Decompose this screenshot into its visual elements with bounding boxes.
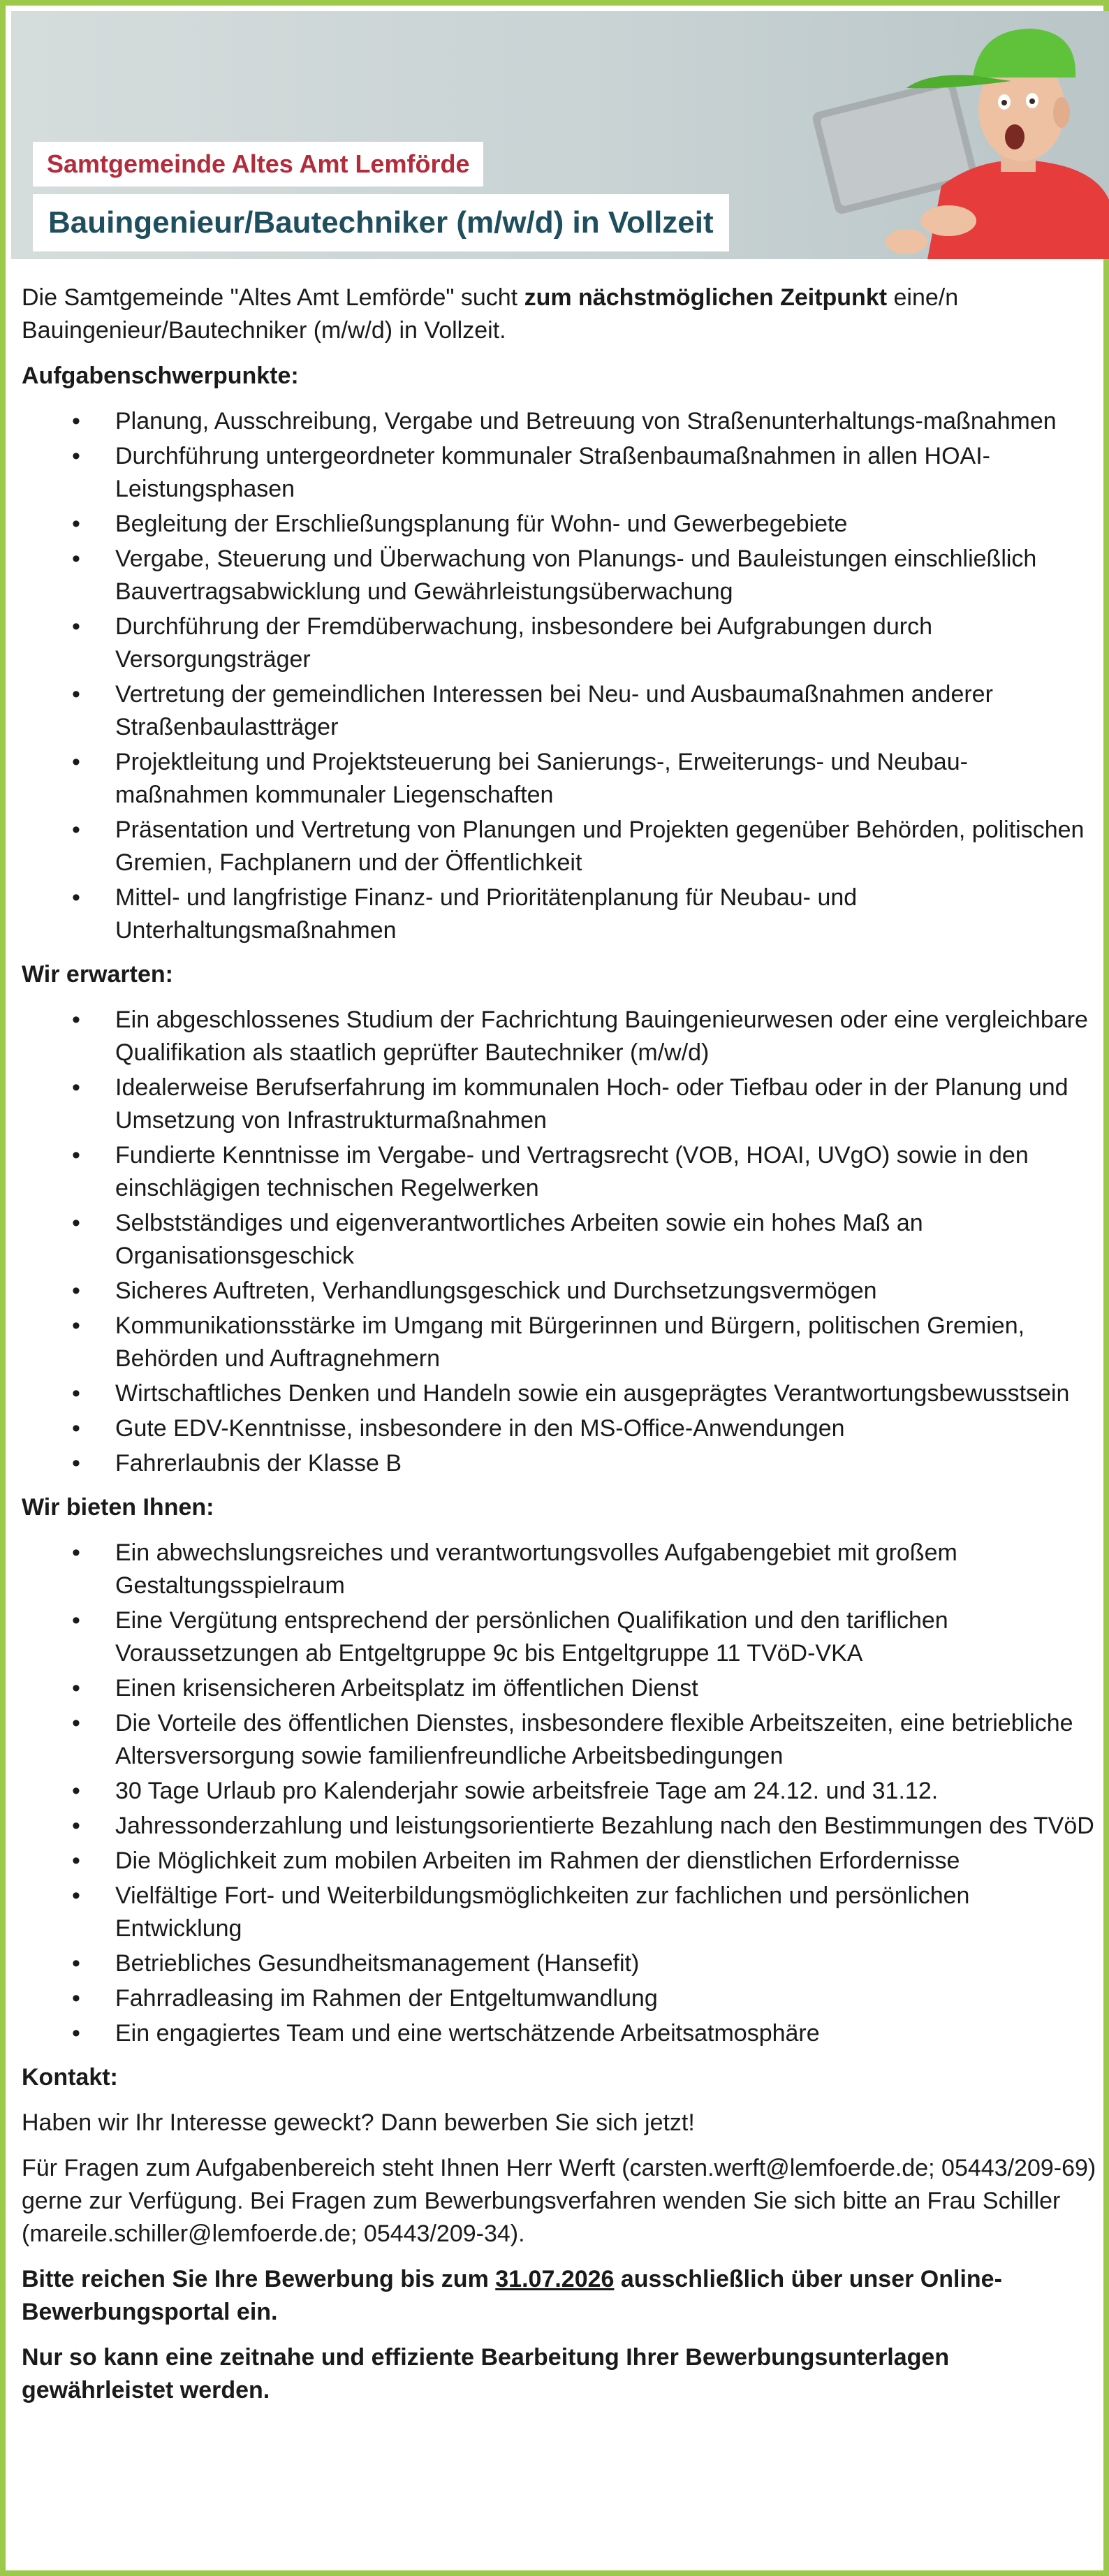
bullet-icon: • (72, 1710, 80, 1736)
bullet-icon: • (72, 511, 80, 537)
task-item (22, 610, 1097, 676)
list-item-text: Fundierte Kenntnisse im Vergabe- und Vertragsrecht (VOB, HOAI, UVgO) sowie in den einschlägigen technischen Regelwerken (115, 1142, 1029, 1201)
deadline-suffix: ausschließlich über unser Online-Bewerbungsportal ein. (22, 2266, 1002, 2325)
list-item-text: Selbstständiges und eigenverantwortliches Arbeiten sowie ein hohes Maß an Organisationsgeschick (115, 1210, 923, 1269)
bullet-icon: • (72, 1539, 80, 1566)
bullet-icon: • (72, 884, 80, 911)
benefit-item (22, 1707, 1097, 1773)
list-item-text: Ein engagiertes Team und eine wertschätzende Arbeitsatmosphäre (115, 2020, 820, 2047)
list-item-text: Vertretung der gemeindlichen Interessen bei Neu- und Ausbaumaßnahmen anderer Straßenbaulastträger (115, 681, 993, 740)
bullet-icon: • (72, 1675, 80, 1702)
task-item (22, 440, 1097, 506)
bullet-icon: • (72, 2020, 80, 2047)
list-item-text: Die Möglichkeit zum mobilen Arbeiten im Rahmen der dienstlichen Erfordernisse (115, 1847, 960, 1874)
list-item-text: Präsentation und Vertretung von Planungen und Projekten gegenüber Behörden, politischen Gremien, Fachplanern und der Öffentlichkeit (115, 817, 1085, 876)
list-item-text: Mittel- und langfristige Finanz- und Prioritätenplanung für Neubau- und Unterhaltungsmaßnahmen (115, 884, 858, 944)
intro-text: Die Samtgemeinde "Altes Amt Lemförde" sucht (22, 284, 524, 311)
bullet-icon: • (72, 1142, 80, 1169)
bullet-icon: • (72, 1882, 80, 1909)
requirement-item (22, 1310, 1097, 1375)
bullet-icon: • (72, 1778, 80, 1804)
benefit-item (22, 1775, 1097, 1808)
requirement-item (22, 1377, 1097, 1410)
list-item-text: Ein abgeschlossenes Studium der Fachrichtung Bauingenieurwesen oder eine vergleichbare Qualifikation als staatlich geprüfter Bautechniker (m/w/d) (115, 1007, 1088, 1066)
list-item-text: Fahrradleasing im Rahmen der Entgeltumwandlung (115, 1985, 658, 2012)
bullet-icon: • (72, 1950, 80, 1977)
requirement-item (22, 1004, 1097, 1069)
benefit-item (22, 1537, 1097, 1602)
surprised-man-with-laptop-photo (718, 11, 1109, 259)
list-item-text: Vielfältige Fort- und Weiterbildungsmöglichkeiten zur fachlichen und persönlichen Entwicklung (115, 1882, 970, 1942)
list-item-text: Vergabe, Steuerung und Überwachung von Planungs- und Bauleistungen einschließlich Bauvertragsabwicklung und Gewährleistungsüberwachung (115, 546, 1037, 605)
bullet-icon: • (72, 1985, 80, 2012)
bullet-icon: • (72, 1847, 80, 1874)
bullet-icon: • (72, 443, 80, 469)
contact-details: Für Fragen zum Aufgabenbereich steht Ihnen Herr Werft (carsten.werft@lemfoerde.de; 05443/209-69) gerne zur Verfügung. Bei Fragen zum Bewerbungsverfahren wenden Sie sich bitte an Frau Schiller (mareile.schiller@lemfoerde.de; 05443/209-34). (22, 2155, 1096, 2247)
benefit-item (22, 1604, 1097, 1670)
list-item-text: Gute EDV-Kenntnisse, insbesondere in den MS-Office-Anwendungen (115, 1415, 845, 1442)
bullet-icon: • (72, 681, 80, 708)
list-item-text: 30 Tage Urlaub pro Kalenderjahr sowie arbeitsfreie Tage am 24.12. und 31.12. (115, 1778, 939, 1804)
list-item-text: Durchführung untergeordneter kommunaler Straßenbaumaßnahmen in allen HOAI-Leistungsphasen (115, 443, 990, 502)
list-item-text: Einen krisensicheren Arbeitsplatz im öffentlichen Dienst (115, 1675, 698, 1702)
expect-heading: Wir erwarten: (22, 961, 173, 988)
requirement-item (22, 1447, 1097, 1480)
bullet-icon: • (72, 1415, 80, 1442)
task-item (22, 405, 1097, 438)
task-item (22, 814, 1097, 879)
requirement-item (22, 1139, 1097, 1205)
bullet-icon: • (72, 1380, 80, 1407)
bullet-icon: • (72, 546, 80, 572)
list-item-text: Jahressonderzahlung und leistungsorientierte Bezahlung nach den Bestimmungen des TVöD (115, 1813, 1094, 1839)
bullet-icon: • (72, 817, 80, 843)
requirement-item (22, 1207, 1097, 1273)
list-item-text: Eine Vergütung entsprechend der persönlichen Qualifikation und den tariflichen Voraussetzungen ab Entgeltgruppe 9c bis Entgeltgruppe 11 TVöD-VKA (115, 1607, 948, 1667)
contact-interest: Haben wir Ihr Interesse geweckt? Dann bewerben Sie sich jetzt! (22, 2109, 695, 2136)
bullet-icon: • (72, 613, 80, 640)
list-item-text: Planung, Ausschreibung, Vergabe und Betreuung von Straßenunterhaltungs-maßnahmen (115, 408, 1057, 434)
bullet-icon: • (72, 1007, 80, 1033)
intro-paragraph (22, 281, 1097, 347)
bullet-icon: • (72, 1450, 80, 1477)
intro-start-date: zum nächstmöglichen Zeitpunkt (524, 284, 888, 311)
benefit-item (22, 1810, 1097, 1843)
benefit-item (22, 1880, 1097, 1945)
application-deadline (22, 2263, 1097, 2329)
closing-note: Nur so kann eine zeitnahe und effiziente Bearbeitung Ihrer Bewerbungsunterlagen gewährleistet werden. (22, 2344, 950, 2403)
ad-body (22, 281, 1097, 2420)
list-item-text: Betriebliches Gesundheitsmanagement (Hansefit) (115, 1950, 640, 1977)
deadline-date: 31.07.2026 (495, 2266, 615, 2292)
benefit-item (22, 1672, 1097, 1705)
list-item-text: Idealerweise Berufserfahrung im kommunalen Hoch- oder Tiefbau oder in der Planung und Umsetzung von Infrastrukturmaßnahmen (115, 1074, 1068, 1134)
intro-text-end: eine/n Bauingenieur/Bautechniker (m/w/d) in Vollzeit. (22, 284, 959, 344)
organization-label: Samtgemeinde Altes Amt Lemförde (33, 142, 483, 186)
list-item-text: Begleitung der Erschließungsplanung für Wohn- und Gewerbegebiete (115, 511, 848, 537)
list-item-text: Die Vorteile des öffentlichen Dienstes, insbesondere flexible Arbeitszeiten, eine betriebliche Altersversorgung sowie familienfreundliche Arbeitsbedingungen (115, 1710, 1073, 1769)
task-item (22, 881, 1097, 947)
bullet-icon: • (72, 1210, 80, 1236)
requirement-item (22, 1412, 1097, 1445)
tasks-list (22, 405, 1097, 947)
requirement-item (22, 1275, 1097, 1308)
list-item-text: Fahrerlaubnis der Klasse B (115, 1450, 402, 1477)
tasks-heading: Aufgabenschwerpunkte: (22, 363, 299, 389)
list-item-text: Kommunikationsstärke im Umgang mit Bürgerinnen und Bürgern, politischen Gremien, Behörden und Auftragnehmern (115, 1312, 1025, 1372)
bullet-icon: • (72, 1074, 80, 1101)
bullet-icon: • (72, 1813, 80, 1839)
requirements-list (22, 1004, 1097, 1480)
bullet-icon: • (72, 408, 80, 434)
job-title: Bauingenieur/Bautechniker (m/w/d) in Vollzeit (33, 194, 729, 251)
task-item (22, 746, 1097, 812)
list-item-text: Sicheres Auftreten, Verhandlungsgeschick und Durchsetzungsvermögen (115, 1278, 877, 1304)
deadline-prefix: Bitte reichen Sie Ihre Bewerbung bis zum (22, 2266, 496, 2292)
benefit-item (22, 1947, 1097, 1980)
task-item (22, 543, 1097, 608)
list-item-text: Wirtschaftliches Denken und Handeln sowie ein ausgeprägtes Verantwortungsbewusstsein (115, 1380, 1070, 1407)
bullet-icon: • (72, 749, 80, 775)
benefit-item (22, 1845, 1097, 1878)
bullet-icon: • (72, 1278, 80, 1304)
list-item-text: Ein abwechslungsreiches und verantwortungsvolles Aufgabengebiet mit großem Gestaltungsspielraum (115, 1539, 957, 1599)
offer-heading: Wir bieten Ihnen: (22, 1494, 214, 1521)
list-item-text: Projektleitung und Projektsteuerung bei Sanierungs-, Erweiterungs- und Neubau-maßnahmen kommunaler Liegenschaften (115, 749, 968, 808)
requirement-item (22, 1071, 1097, 1137)
task-item (22, 678, 1097, 744)
benefit-item (22, 2017, 1097, 2050)
task-item (22, 508, 1097, 541)
header-banner (11, 11, 1109, 259)
contact-heading: Kontakt: (22, 2064, 118, 2091)
bullet-icon: • (72, 1607, 80, 1634)
bullet-icon: • (72, 1312, 80, 1339)
list-item-text: Durchführung der Fremdüberwachung, insbesondere bei Aufgrabungen durch Versorgungsträger (115, 613, 932, 673)
benefits-list (22, 1537, 1097, 2050)
benefit-item (22, 1982, 1097, 2015)
